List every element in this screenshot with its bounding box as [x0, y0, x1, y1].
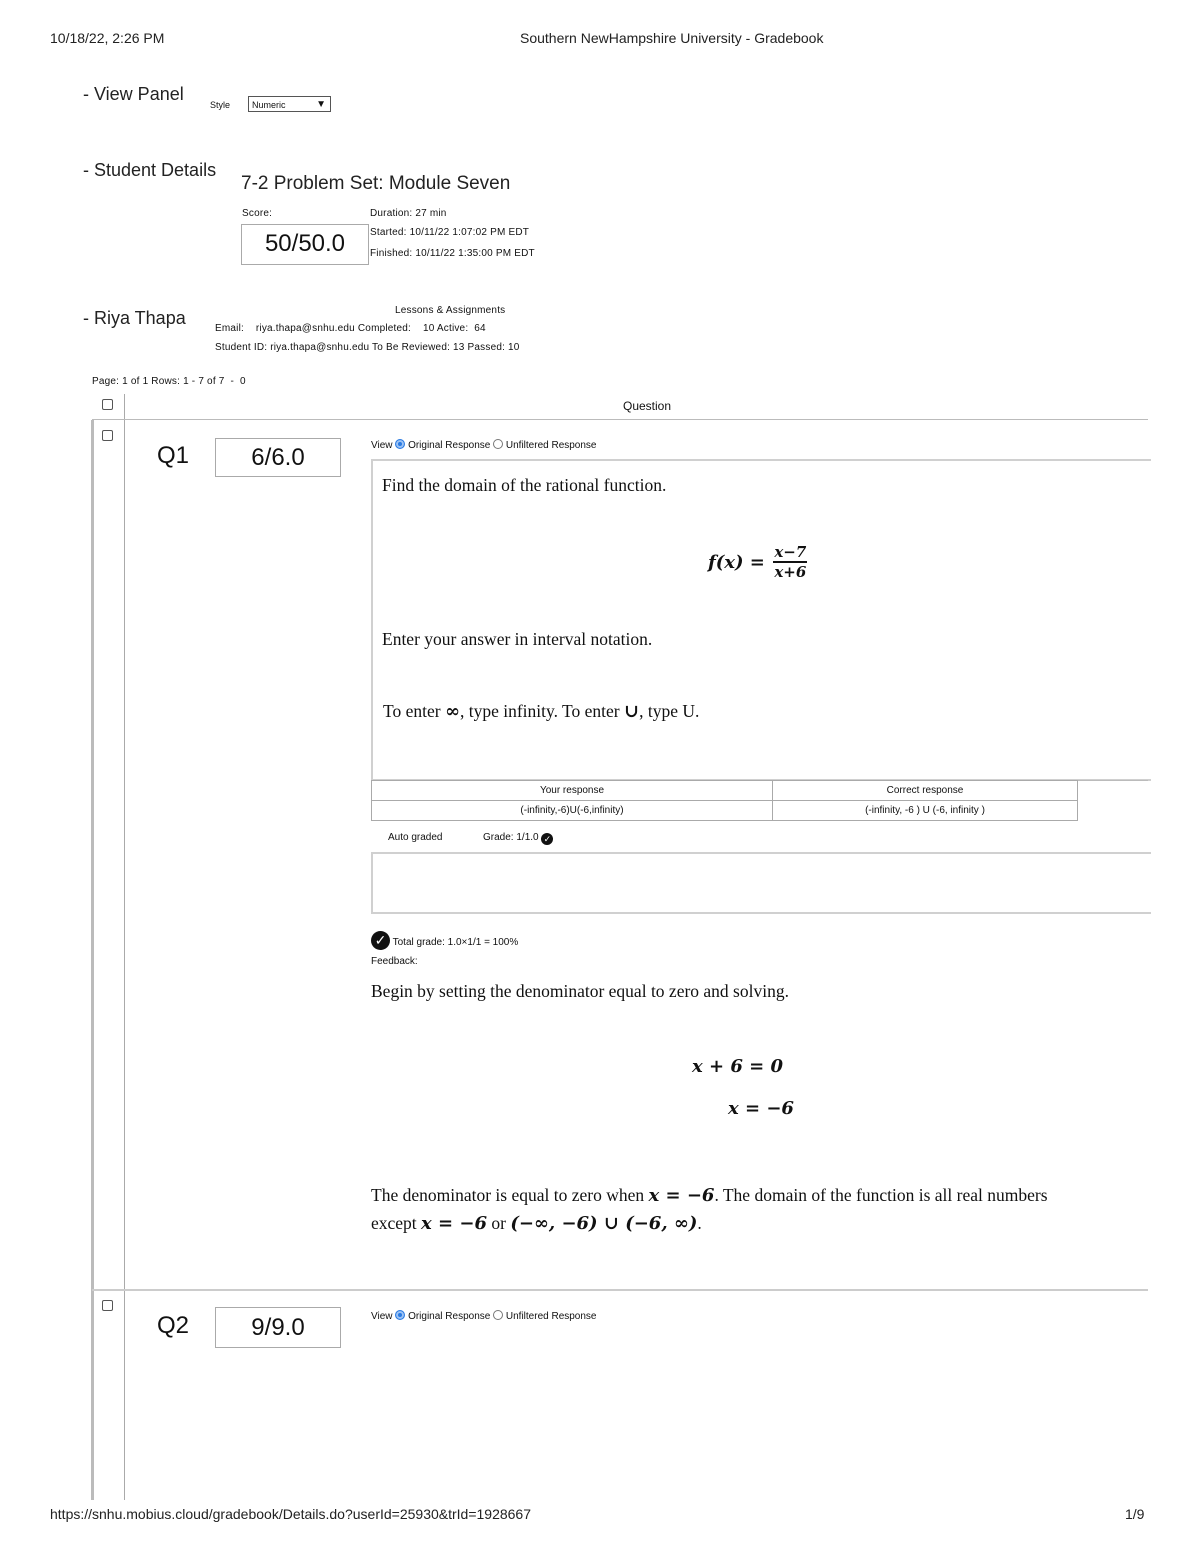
student-name-title[interactable]: - Riya Thapa	[83, 308, 186, 328]
select-all-checkbox[interactable]	[102, 399, 113, 410]
q1-view-options	[371, 439, 597, 451]
student-email-line: Email: riya.thapa@snhu.edu Completed: 10 Active: 64	[215, 323, 486, 334]
duration: Duration: 27 min	[370, 208, 447, 219]
q1-conclusion-line2	[371, 1213, 702, 1234]
q1-conclusion-e: .	[697, 1213, 702, 1233]
q1-func-lhs: f(x) =	[708, 551, 765, 573]
q1-conclusion-d: or	[491, 1213, 506, 1233]
q1-original-label[interactable]: Original Response	[408, 440, 491, 451]
q1-auto-graded: Auto graded	[388, 832, 443, 843]
q2-view-options	[371, 1310, 597, 1322]
student-id-line: Student ID: riya.thapa@snhu.edu To Be Reviewed: 13 Passed: 10	[215, 342, 520, 353]
started-time: Started: 10/11/22 1:07:02 PM EDT	[370, 227, 530, 238]
q1-label: Q1	[157, 442, 190, 469]
union-symbol: ∪	[623, 701, 640, 722]
q1-conclusion-a: The denominator is equal to zero when	[371, 1185, 645, 1205]
q1-conclusion-c: except	[371, 1213, 417, 1233]
q1-unfiltered-label[interactable]: Unfiltered Response	[505, 440, 597, 451]
print-datetime: 10/18/22, 2:26 PM	[50, 30, 165, 46]
print-url: https://snhu.mobius.cloud/gradebook/Details.do?userId=25930&trId=1928667	[50, 1506, 532, 1522]
style-label: Style	[210, 100, 231, 110]
q1-feedback-eq1: x + 6 = 0	[692, 1056, 784, 1077]
your-response-header: Your response	[372, 781, 773, 801]
q2-original-label[interactable]: Original Response	[408, 1311, 491, 1322]
lessons-header: Lessons & Assignments	[395, 305, 506, 316]
q1-score: 6/6.0	[215, 438, 341, 477]
q1-question-box	[371, 459, 1151, 781]
infinity-symbol: ∞	[444, 701, 460, 722]
q1-instr2-b: , type infinity. To enter	[459, 701, 620, 721]
q1-conclusion-line1	[371, 1185, 1149, 1206]
q1-func-numerator: x−7	[774, 543, 807, 561]
q1-prompt: Find the domain of the rational function.	[382, 475, 667, 495]
q1-unfiltered-radio[interactable]	[493, 439, 503, 449]
style-select[interactable]	[248, 96, 331, 112]
student-details-title[interactable]: - Student Details	[83, 160, 217, 180]
check-circle-icon: ✓	[371, 931, 390, 950]
q2-unfiltered-radio[interactable]	[493, 1310, 503, 1320]
chevron-down-icon: ▼	[316, 99, 326, 110]
score-label: Score:	[242, 208, 273, 219]
view-panel-title[interactable]: - View Panel	[83, 84, 184, 104]
q1-conclusion-eq-2: x = −6	[421, 1213, 487, 1234]
table-column-divider	[124, 394, 125, 1500]
question-column-header: Question	[623, 399, 672, 413]
q2-checkbox[interactable]	[102, 1300, 113, 1311]
your-response-value: (-infinity,-6)U(-6,infinity)	[372, 801, 773, 821]
q1-view-label: View	[371, 440, 393, 451]
q1-feedback-intro: Begin by setting the denominator equal to zero and solving.	[371, 981, 789, 1001]
correct-response-header: Correct response	[773, 781, 1078, 801]
q1-grade-value: Grade: 1/1.0	[483, 832, 539, 843]
q1-response-table	[371, 780, 1078, 821]
q1-instruction-2	[383, 701, 699, 722]
check-circle-icon: ✓	[541, 833, 553, 845]
q1-comment-box[interactable]	[371, 852, 1151, 914]
q2-score: 9/9.0	[215, 1307, 341, 1348]
style-select-value: Numeric	[252, 100, 286, 110]
q1-checkbox[interactable]	[102, 430, 113, 441]
q2-unfiltered-label[interactable]: Unfiltered Response	[505, 1311, 597, 1322]
q2-original-radio[interactable]	[395, 1310, 405, 1320]
q1-conclusion-eq: x = −6	[648, 1185, 715, 1206]
header-divider	[92, 419, 1148, 420]
q1-feedback-label: Feedback:	[371, 956, 418, 967]
q1-conclusion-interval: (−∞, −6) ∪ (−6, ∞)	[510, 1213, 698, 1234]
finished-time: Finished: 10/11/22 1:35:00 PM EDT	[370, 248, 535, 259]
q1-feedback-eq2: x = −6	[728, 1098, 794, 1119]
print-page-number: 1/9	[1125, 1506, 1145, 1522]
print-title: Southern NewHampshire University - Gradebook	[520, 30, 824, 46]
q1-total-grade: Total grade: 1.0×1/1 = 100%	[392, 937, 519, 948]
q1-total-grade-row	[371, 931, 518, 950]
row-left-border	[91, 420, 94, 1500]
pagination: Page: 1 of 1 Rows: 1 - 7 of 7 - 0	[92, 376, 246, 387]
q1-original-radio[interactable]	[395, 439, 405, 449]
response-table-rule	[1078, 780, 1148, 781]
q2-label: Q2	[157, 1312, 190, 1339]
overall-score: 50/50.0	[241, 224, 369, 265]
assignment-title: 7-2 Problem Set: Module Seven	[241, 173, 511, 194]
q1-instr2-a: To enter	[383, 701, 441, 721]
q1-instruction-1: Enter your answer in interval notation.	[382, 629, 653, 649]
correct-response-value: (-infinity, -6 ) U (-6, infinity )	[773, 801, 1078, 821]
q2-view-label: View	[371, 1311, 393, 1322]
q1-conclusion-b: . The domain of the function is all real numbers	[714, 1185, 1048, 1205]
q1-func-denominator: x+6	[774, 563, 807, 581]
row-divider	[92, 1289, 1148, 1291]
q1-instr2-c: , type U.	[639, 701, 700, 721]
q1-function	[708, 543, 807, 581]
q1-grade	[483, 832, 553, 845]
